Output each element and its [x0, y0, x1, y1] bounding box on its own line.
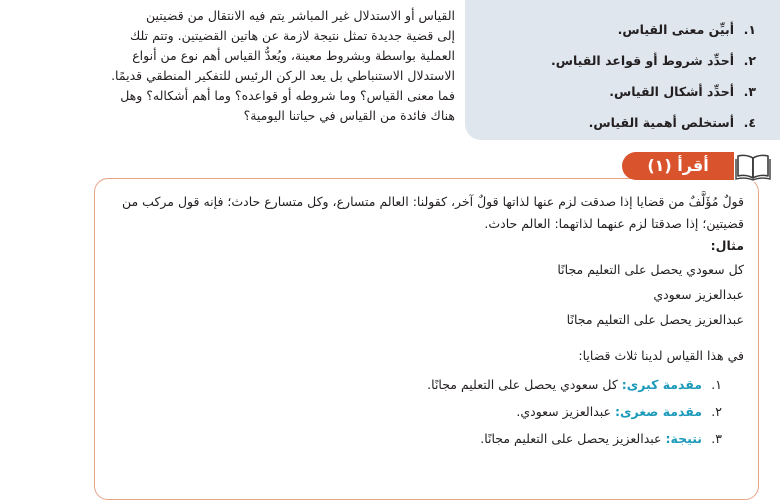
intro-line: القياس أو الاستدلال غير المباشر يتم فيه الانتقال من قضيتين — [146, 8, 455, 23]
proposition-number: ٣. — [711, 431, 722, 446]
proposition-term: مقدمة كبرى: — [621, 377, 702, 392]
example-line: كل سعودي يحصل على التعليم مجانًا — [557, 262, 744, 277]
intro-line: فما معنى القياس؟ وما شروطه أو قواعده؟ وما أهم أشكاله؟ وهل — [120, 88, 455, 103]
example-line: عبدالعزيز سعودي — [653, 287, 744, 302]
intro-line: إلى قضية جديدة تمثل نتيجة لازمة عن هاتين القضيتين. وتتم تلك — [129, 28, 455, 43]
objective-text: أحدِّد أشكال القياس. — [609, 84, 734, 99]
proposition-item — [104, 371, 744, 398]
intro-line: العملية بواسطة وبشروط معينة، ويُعدُّ القياس أهم نوع من أنواع — [132, 48, 455, 63]
proposition-number: ٢. — [711, 404, 722, 419]
proposition-text: عبدالعزيز سعودي. — [516, 404, 612, 419]
proposition-text: عبدالعزيز يحصل على التعليم مجانًا. — [480, 431, 662, 446]
proposition-term: مقدمة صغرى: — [615, 404, 702, 419]
propositions-list — [104, 371, 744, 452]
read-section-box — [94, 178, 759, 500]
objective-item — [465, 14, 780, 45]
proposition-text: كل سعودي يحصل على التعليم مجانًا. — [427, 377, 618, 392]
proposition-item — [104, 398, 744, 425]
proposition-item — [104, 425, 744, 452]
objective-text: أستخلص أهمية القياس. — [588, 115, 734, 130]
intro-line: الاستدلال الاستنباطي بل يعد الركن الرئيس للتفكير المنطقي قديمًا. — [111, 68, 455, 83]
open-book-icon — [734, 150, 772, 182]
intro-line: هناك فائدة من القياس في حياتنا اليومية؟ — [243, 108, 455, 123]
example-label: مثال: — [710, 238, 744, 253]
learning-objectives-panel — [465, 0, 780, 140]
objective-text: أبيِّن معنى القياس. — [617, 22, 734, 37]
objective-item — [465, 76, 780, 107]
definition-text: قولٌ مُؤَلَّفٌ من قضايا إذا صدقت لزم عنها لذاتها قولٌ آخر، كقولنا: العالم متسارع، وكل متسارع حادث؛ فإنه قول مركب من قضيتين؛ إذا صدقتا لزم عنهما لذاتهما: العالم حادث. — [122, 194, 744, 231]
example-line: عبدالعزيز يحصل على التعليم مجانًا — [566, 312, 744, 327]
objectives-list — [465, 0, 780, 138]
intro-paragraph — [100, 6, 455, 126]
read-content — [104, 191, 744, 452]
proposition-term: نتيجة: — [665, 431, 702, 446]
proposition-number: ١. — [711, 377, 722, 392]
objective-number: ١. — [743, 22, 756, 37]
objective-item — [465, 107, 780, 138]
objective-number: ٢. — [743, 53, 756, 68]
read-section-title: أقرأ (١) — [622, 152, 734, 180]
propositions-intro: في هذا القياس لدينا ثلاث قضايا: — [578, 348, 744, 363]
objective-item — [465, 45, 780, 76]
objective-text: أحدِّد شروط أو قواعد القياس. — [550, 53, 734, 68]
objective-number: ٤. — [743, 115, 756, 130]
objective-number: ٣. — [743, 84, 756, 99]
